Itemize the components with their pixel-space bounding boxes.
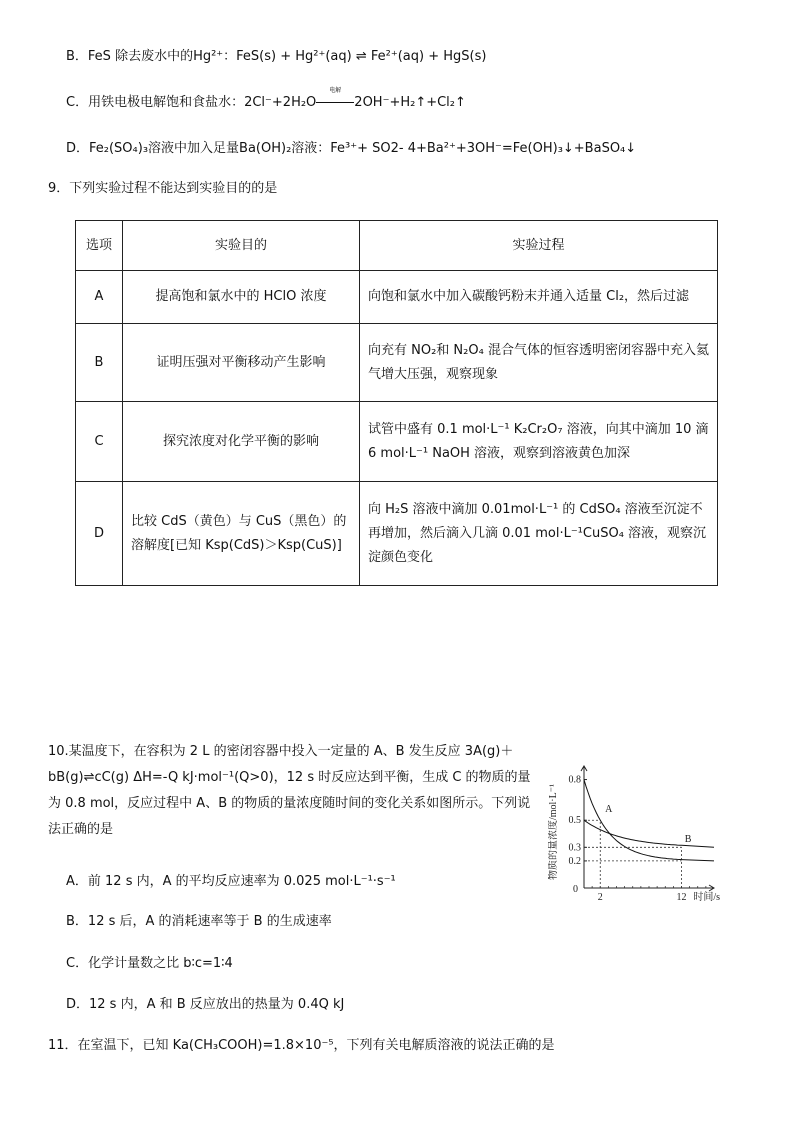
question-10-stem: 10.某温度下，在容积为 2 L 的密闭容器中投入一定量的 A、B 发生反应 3A(g)＋bB(g)⇌cC(g) ΔH=-Q kJ·mol⁻¹(Q>0)，12 s 时反应达到平衡，生成 C 的物质的量为 0.8 mol，反应过程中 A、B 的物质的量浓度随时间的变化关系如图所示。下列说法正确的是 [48,744,531,837]
y-tick-label: 0.3 [568,842,581,854]
series-a-line [584,780,714,861]
row-process: 向充有 NO₂和 N₂O₄ 混合气体的恒容透明密闭容器中充入氦气增大压强，观察现象 [360,324,718,402]
row-option: C [76,402,123,482]
table-row [76,402,718,482]
q10-option-c: C．化学计量数之比 b∶c=1∶4 [66,956,233,971]
header-option: 选项 [76,221,123,271]
header-goal: 实验目的 [123,221,360,271]
series-b-label: B [684,833,692,845]
y-tick-label: 0.8 [568,774,581,786]
table-header-row [76,221,718,271]
chart-layer [569,766,715,903]
question-9-stem: 9．下列实验过程不能达到实验目的的是 [48,181,278,196]
row-goal: 证明压强对平衡移动产生影响 [123,324,360,402]
row-option: D [76,482,123,586]
row-option: B [76,324,123,402]
experiment-table [75,220,718,586]
q10-option-d: D．12 s 内，A 和 B 反应放出的热量为 0.4Q kJ [66,997,345,1012]
reaction-arrow-bar [316,102,354,103]
origin-label: 0 [573,884,578,895]
option-c-prefix: C．用铁电极电解饱和食盐水：2Cl⁻+2H₂O [66,95,317,110]
q10-option-b: B．12 s 后，A 的消耗速率等于 B 的生成速率 [66,914,332,929]
row-process: 向 H₂S 溶液中滴加 0.01mol·L⁻¹ 的 CdSO₄ 溶液至沉淀不再增加，然后滴入几滴 0.01 mol·L⁻¹CuSO₄ 溶液，观察沉淀颜色变化 [360,482,718,586]
table-row [76,324,718,402]
series-a-label: A [605,804,613,816]
option-d-prev: D．Fe₂(SO₄)₃溶液中加入足量Ba(OH)₂溶液：Fe³⁺+ SO2- 4+Ba²⁺+3OH⁻=Fe(OH)₃↓+BaSO₄↓ [66,141,637,156]
row-process: 向饱和氯水中加入碳酸钙粉末并通入适量 Cl₂，然后过滤 [360,271,718,324]
x-tick-label: 12 [676,892,687,903]
electrolysis-condition: 电解 [329,87,342,94]
option-c-prev [66,87,466,112]
table-row [76,271,718,324]
x-axis-label: 时间/s [693,892,720,903]
y-axis-label: 物质的量浓度/mol·L⁻¹ [548,783,559,881]
row-goal: 提高饱和氯水中的 HClO 浓度 [123,271,360,324]
row-option: A [76,271,123,324]
option-c-suffix: 2OH⁻+H₂↑+Cl₂↑ [354,95,466,110]
table-row [76,482,718,586]
question-11-stem: 11．在室温下，已知 Ka(CH₃COOH)=1.8×10⁻⁵，下列有关电解质溶液的说法正确的是 [48,1038,555,1053]
option-b-prev: B．FeS 除去废水中的Hg²⁺：FeS(s) + Hg²⁺(aq) ⇌ Fe²⁺(aq) + HgS(s) [66,49,487,64]
series-b-line [584,820,714,847]
y-tick-label: 0.5 [568,815,581,827]
row-goal: 探究浓度对化学平衡的影响 [123,402,360,482]
header-process: 实验过程 [360,221,718,271]
row-goal: 比较 CdS（黄色）与 CuS（黑色）的溶解度[已知 Ksp(CdS)＞Ksp(CuS)] [123,482,360,586]
x-tick-label: 2 [597,892,603,903]
q10-option-a: A．前 12 s 内，A 的平均反应速率为 0.025 mol·L⁻¹·s⁻¹ [66,874,396,889]
y-tick-label: 0.2 [568,855,581,867]
row-process: 试管中盛有 0.1 mol·L⁻¹ K₂Cr₂O₇ 溶液，向其中滴加 10 滴 6 mol·L⁻¹ NaOH 溶液，观察到溶液黄色加深 [360,402,718,482]
concentration-time-chart [548,758,726,908]
